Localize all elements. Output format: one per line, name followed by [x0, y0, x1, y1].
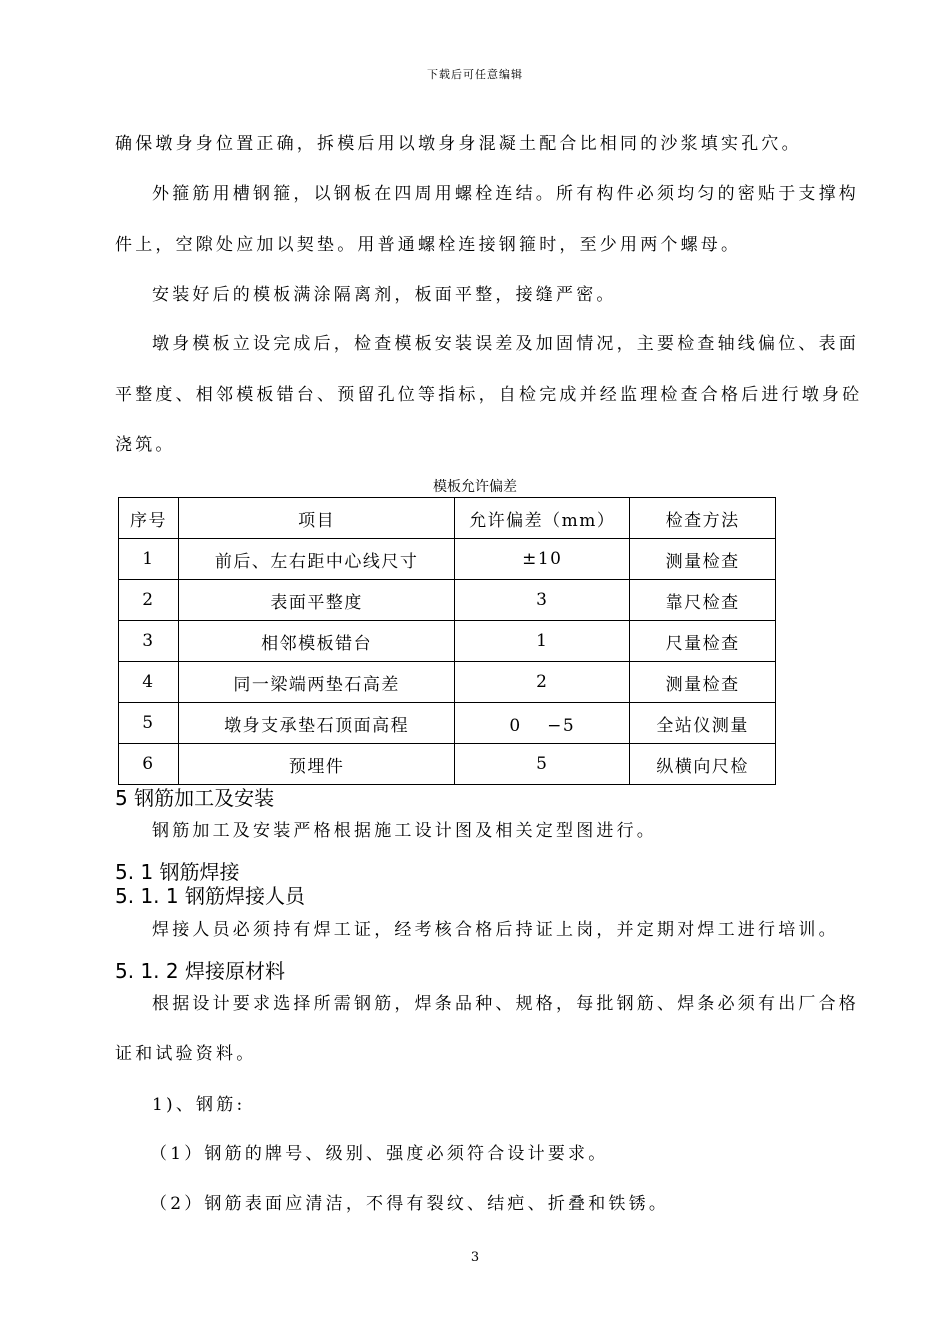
- table-cell: 1: [455, 621, 630, 662]
- table-cell: 预埋件: [178, 744, 455, 785]
- table-cell: 尺量检查: [630, 621, 776, 662]
- table-cell: 1: [119, 539, 179, 580]
- section-heading: 5. 1. 1 钢筋焊接人员: [115, 884, 305, 908]
- page-number: 3: [470, 1250, 480, 1265]
- table-row: [119, 580, 776, 621]
- table-row: [119, 539, 776, 580]
- table-cell: 2: [119, 580, 179, 621]
- table-cell: 3: [455, 580, 630, 621]
- header-cell: 项目: [178, 498, 455, 539]
- paragraph-line: 件上，空隙处应加以契垫。用普通螺栓连接钢箍时，至少用两个螺母。: [115, 235, 742, 255]
- table-row: [119, 662, 776, 703]
- table-cell: ±10: [455, 539, 630, 580]
- list-item: （1）钢筋的牌号、级别、强度必须符合设计要求。: [150, 1144, 609, 1164]
- table-cell: 前后、左右距中心线尺寸: [178, 539, 455, 580]
- section-heading: 5. 1. 2 焊接原材料: [115, 959, 285, 983]
- tolerance-table: [118, 497, 776, 785]
- paragraph-line: 钢筋加工及安装严格根据施工设计图及相关定型图进行。: [152, 821, 657, 841]
- table-row: [119, 621, 776, 662]
- table-cell: 全站仪测量: [630, 703, 776, 744]
- table-caption: 模板允许偏差: [433, 479, 517, 495]
- table-cell: 3: [119, 621, 179, 662]
- list-item: 1)、钢筋:: [152, 1095, 246, 1115]
- paragraph-line: 证和试验资料。: [115, 1044, 257, 1064]
- paragraph-line: 浇筑。: [115, 435, 176, 455]
- table-cell: 纵横向尺检: [630, 744, 776, 785]
- table-cell: 5: [119, 703, 179, 744]
- list-item: （2）钢筋表面应清洁，不得有裂纹、结疤、折叠和铁锈。: [150, 1194, 670, 1214]
- page-header: 下载后可任意编辑: [427, 68, 523, 81]
- paragraph-line: 确保墩身身位置正确，拆模后用以墩身身混凝土配合比相同的沙浆填实孔穴。: [115, 134, 802, 154]
- header-cell: 允许偏差（mm）: [455, 498, 630, 539]
- table-cell: 测量检查: [630, 539, 776, 580]
- section-heading: 5. 1 钢筋焊接: [115, 860, 240, 884]
- table-cell: 0 −5: [455, 703, 630, 744]
- table-cell: 表面平整度: [178, 580, 455, 621]
- table-cell: 靠尺检查: [630, 580, 776, 621]
- table-cell: 同一梁端两垫石高差: [178, 662, 455, 703]
- paragraph-line: 外箍筋用槽钢箍，以钢板在四周用螺栓连结。所有构件必须均匀的密贴于支撑构: [152, 184, 859, 204]
- paragraph-line: 根据设计要求选择所需钢筋，焊条品种、规格，每批钢筋、焊条必须有出厂合格: [152, 994, 859, 1014]
- section-heading: 5 钢筋加工及安装: [115, 786, 275, 810]
- table-cell: 4: [119, 662, 179, 703]
- table-cell: 2: [455, 662, 630, 703]
- table-row: [119, 703, 776, 744]
- table-row: [119, 744, 776, 785]
- header-cell: 检查方法: [630, 498, 776, 539]
- table-cell: 测量检查: [630, 662, 776, 703]
- paragraph-line: 平整度、相邻模板错台、预留孔位等指标，自检完成并经监理检查合格后进行墩身砼: [115, 385, 863, 405]
- table-cell: 墩身支承垫石顶面高程: [178, 703, 455, 744]
- paragraph-line: 焊接人员必须持有焊工证，经考核合格后持证上岗，并定期对焊工进行培训。: [152, 920, 839, 940]
- table-cell: 5: [455, 744, 630, 785]
- table-cell: 6: [119, 744, 179, 785]
- header-cell: 序号: [119, 498, 179, 539]
- paragraph-line: 安装好后的模板满涂隔离剂，板面平整，接缝严密。: [152, 285, 617, 305]
- table-header-row: [119, 498, 776, 539]
- paragraph-line: 墩身模板立设完成后，检查模板安装误差及加固情况，主要检查轴线偏位、表面: [152, 334, 859, 354]
- table-cell: 相邻模板错台: [178, 621, 455, 662]
